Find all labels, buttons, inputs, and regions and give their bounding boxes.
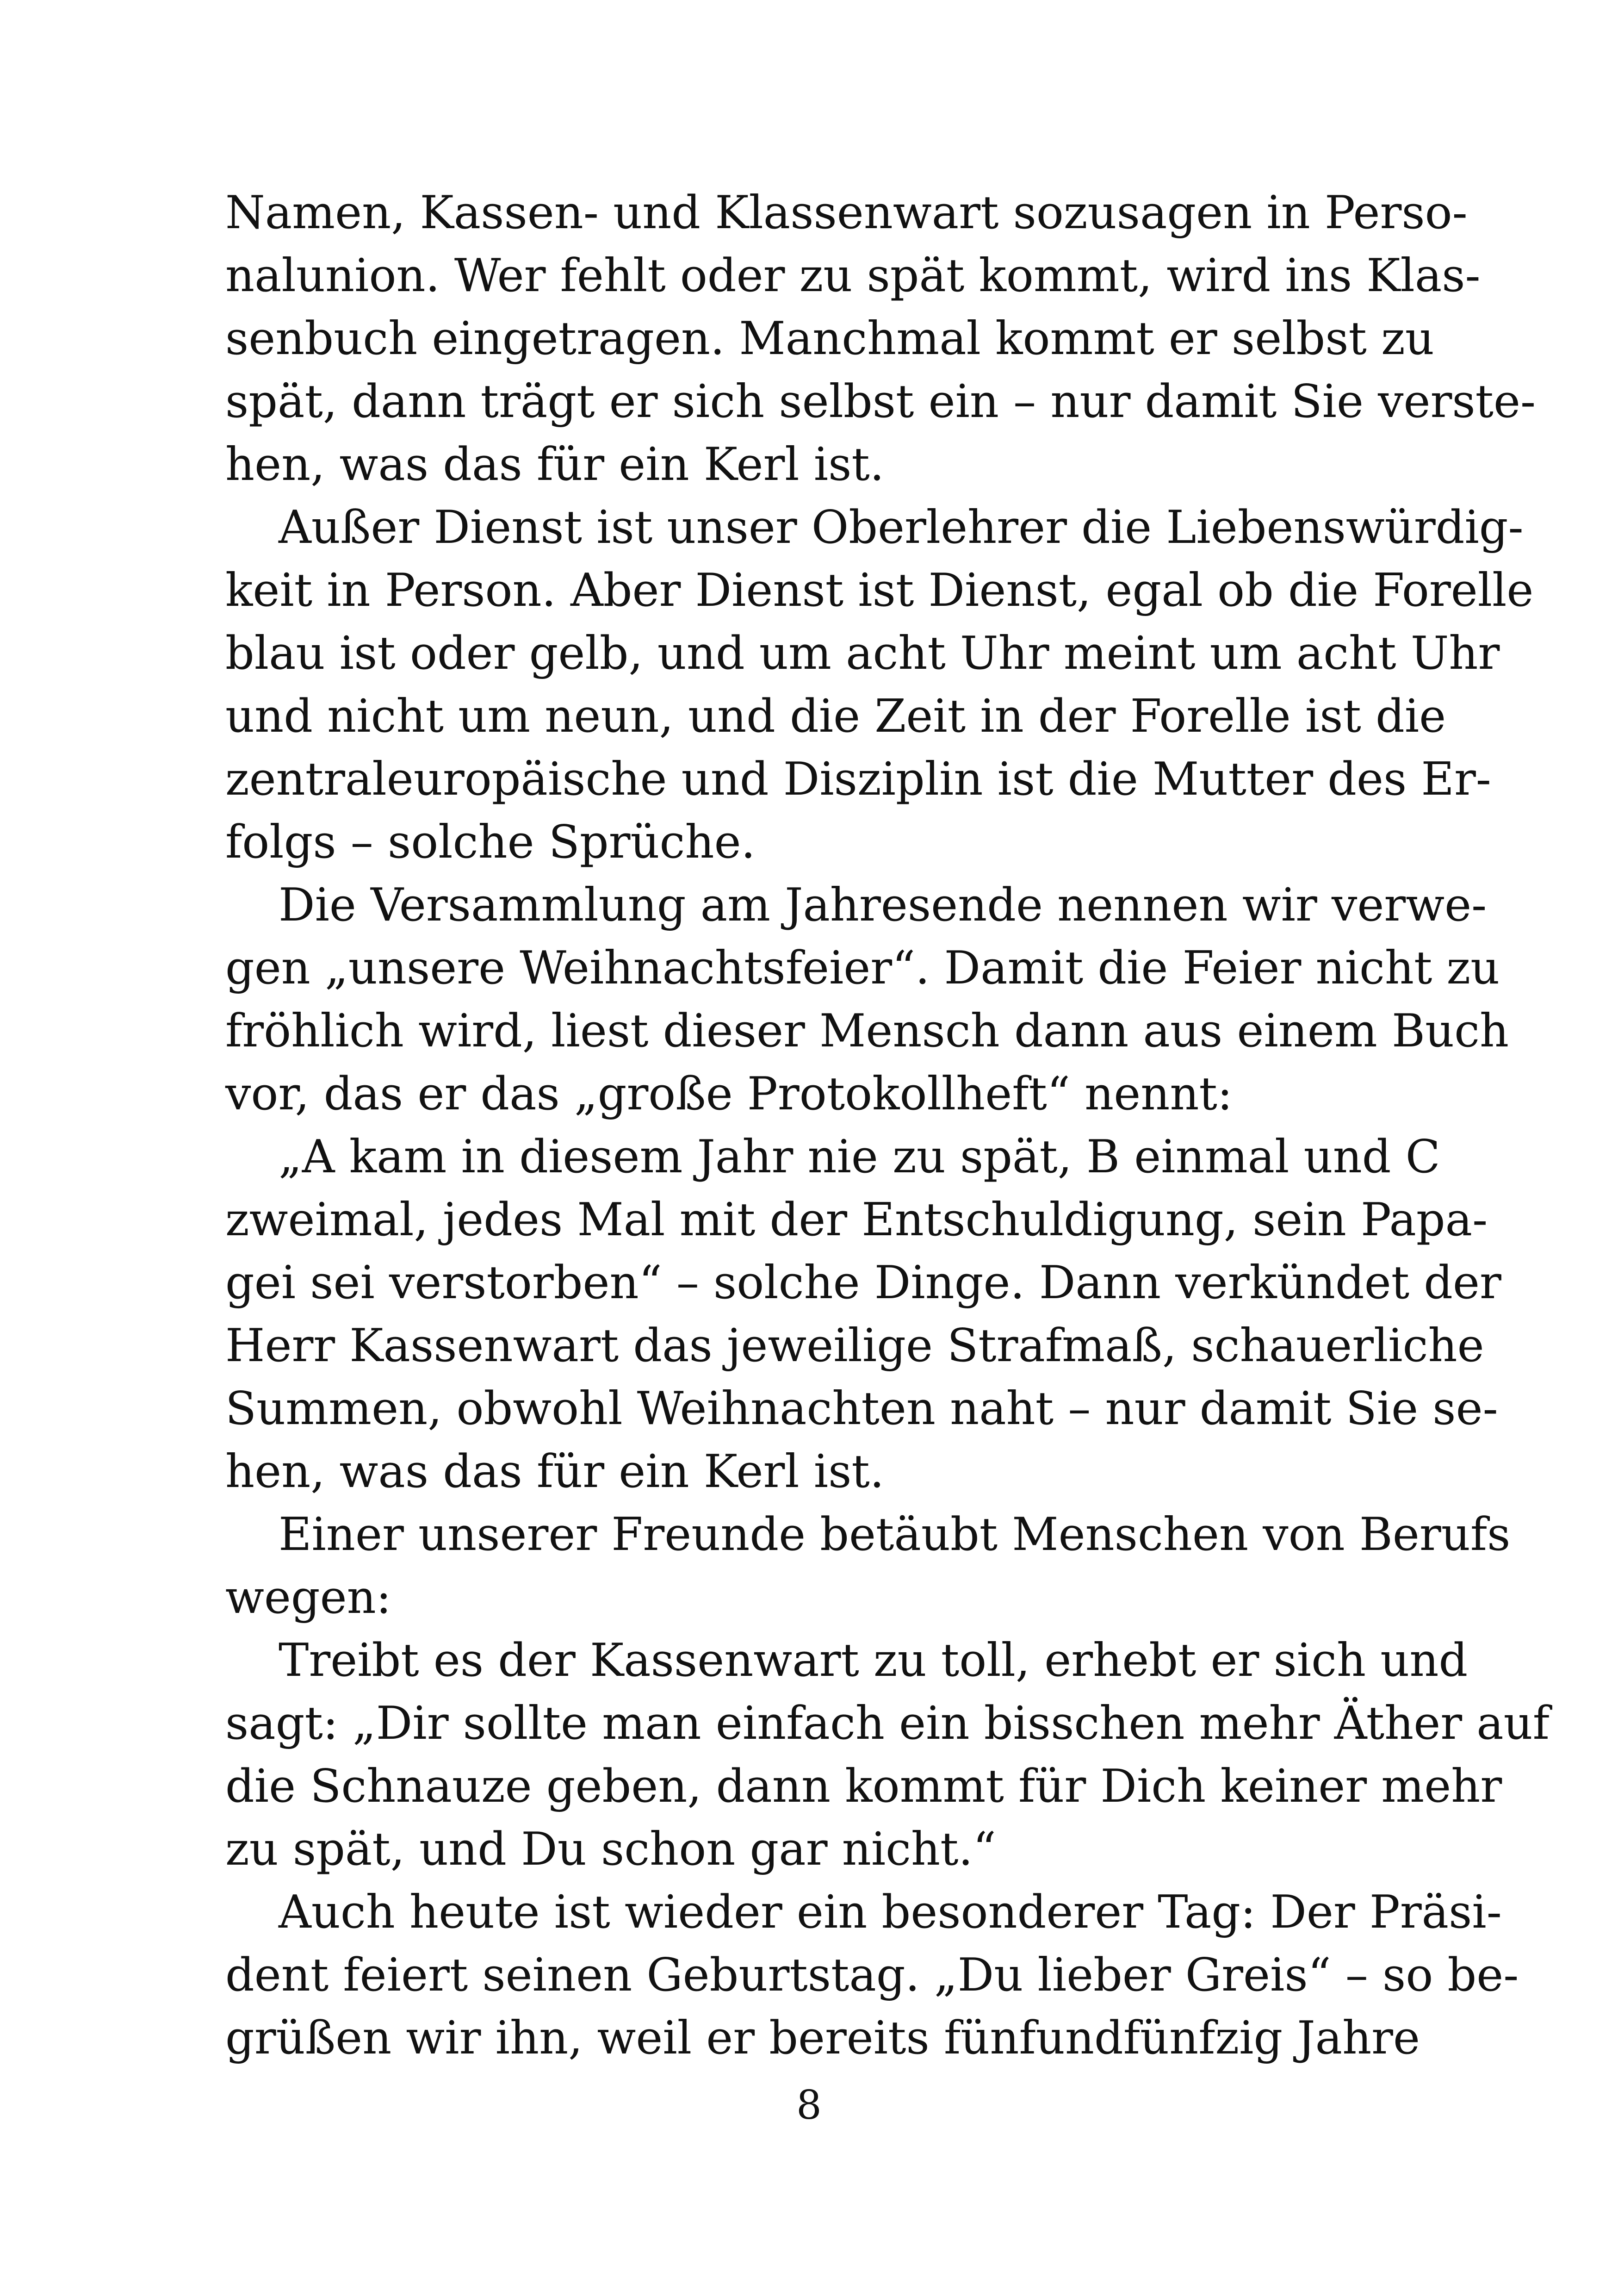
text-line: grüßen wir ihn, weil er bereits fünfundfünfzig Jahre: [225, 2012, 1420, 2065]
text-line: keit in Person. Aber Dienst ist Dienst, egal ob die Forelle: [225, 564, 1534, 617]
text-line: „A kam in diesem Jahr nie zu spät, B einmal und C: [279, 1131, 1440, 1183]
text-line: sagt: „Dir sollte man einfach ein bisschen mehr Äther auf: [225, 1697, 1550, 1750]
text-line: blau ist oder gelb, und um acht Uhr meint um acht Uhr: [225, 627, 1500, 680]
text-line: Einer unserer Freunde betäubt Menschen von Berufs: [279, 1508, 1511, 1561]
text-line: hen, was das für ein Kerl ist.: [225, 1445, 884, 1498]
text-line: zu spät, und Du schon gar nicht.“: [225, 1823, 996, 1876]
text-line: wegen:: [225, 1571, 391, 1624]
text-line: Summen, obwohl Weihnachten naht – nur damit Sie se-: [225, 1382, 1498, 1435]
text-line: Herr Kassenwart das jeweilige Strafmaß, schauerliche: [225, 1319, 1484, 1372]
text-line: Auch heute ist wieder ein besonderer Tag: Der Präsi-: [279, 1886, 1502, 1939]
text-line: fröhlich wird, liest dieser Mensch dann aus einem Buch: [225, 1005, 1509, 1058]
text-line: nalunion. Wer fehlt oder zu spät kommt, wird ins Klas-: [225, 249, 1481, 302]
text-line: zentraleuropäische und Disziplin ist die Mutter des Er-: [225, 753, 1491, 806]
text-line: Die Versammlung am Jahresende nennen wir verwe-: [279, 879, 1487, 932]
text-line: folgs – solche Sprüche.: [225, 816, 756, 869]
text-line: Treibt es der Kassenwart zu toll, erhebt er sich und: [279, 1634, 1468, 1687]
text-line: zweimal, jedes Mal mit der Entschuldigung, sein Papa-: [225, 1194, 1488, 1246]
text-line: dent feiert seinen Geburtstag. „Du lieber Greis“ – so be-: [225, 1949, 1519, 2002]
text-line: und nicht um neun, und die Zeit in der Forelle ist die: [225, 690, 1446, 743]
page-number: 8: [796, 2082, 822, 2128]
text-line: Außer Dienst ist unser Oberlehrer die Liebenswürdig-: [279, 501, 1524, 554]
text-line: hen, was das für ein Kerl ist.: [225, 438, 884, 491]
text-line: Namen, Kassen- und Klassenwart sozusagen in Perso-: [225, 187, 1468, 239]
text-line: vor, das er das „große Protokollheft“ nennt:: [225, 1068, 1233, 1120]
text-line: gei sei verstorben“ – solche Dinge. Dann verkündet der: [225, 1257, 1501, 1309]
text-line: die Schnauze geben, dann kommt für Dich keiner mehr: [225, 1760, 1502, 1813]
text-line: spät, dann trägt er sich selbst ein – nur damit Sie verste-: [225, 375, 1536, 428]
body-text: [225, 181, 1550, 2070]
text-line: senbuch eingetragen. Manchmal kommt er selbst zu: [225, 312, 1434, 365]
text-line: gen „unsere Weihnachtsfeier“. Damit die Feier nicht zu: [225, 942, 1500, 995]
